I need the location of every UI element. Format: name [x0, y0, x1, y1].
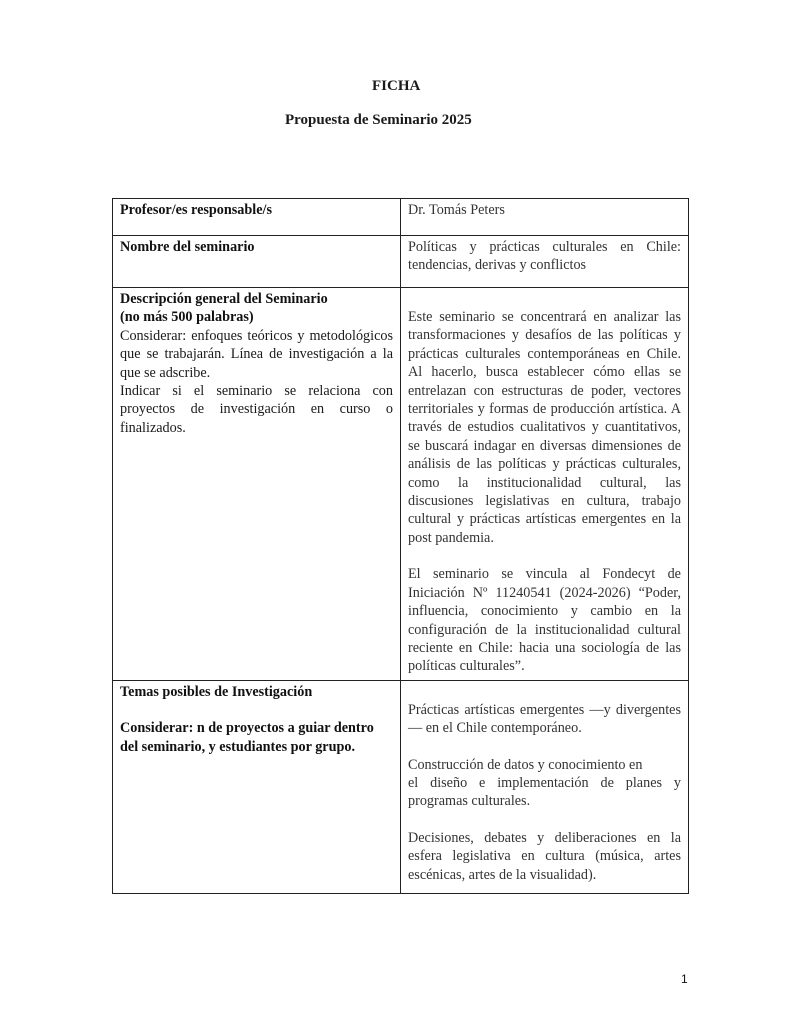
topic-item-line: el diseño e implementación de planes y programas culturales. — [408, 774, 681, 810]
description-word-limit: (no más 500 palabras) — [120, 309, 254, 326]
description-paragraph-1: Este seminario se concentrará en analizar las transformaciones y desafíos de las políticas y prácticas culturales contemporáneas en Chile. Al hacerlo, busca establecer cómo ellas se entrelazan con estructuras de poder, vectores territoriales y formas de producción artística. A través de estudios cualitativos y cuantitativos, se buscará indagar en diversas dimensiones de análisis de las políticas y prácticas culturales, como la institucionalidad cultural, las discusiones legislativas en cultura, trabajo cultural y prácticas artísticas emergentes en la post pandemia. — [408, 309, 681, 546]
value-cell — [401, 199, 689, 236]
document-title: FICHA — [372, 78, 421, 94]
professor-label: Profesor/es responsable/s — [120, 202, 272, 218]
table-row — [113, 199, 689, 236]
table-row — [113, 680, 689, 893]
value-cell — [401, 288, 689, 681]
professor-value: Dr. Tomás Peters — [408, 202, 505, 218]
label-cell — [113, 680, 401, 893]
topic-item: Prácticas artísticas emergentes —y divergentes— en el Chile contemporáneo. — [408, 701, 681, 737]
page-number: 1 — [681, 972, 688, 986]
label-cell — [113, 199, 401, 236]
topic-item-line: Construcción de datos y conocimiento en — [408, 756, 643, 773]
label-cell — [113, 288, 401, 681]
table-row — [113, 236, 689, 288]
proposal-table — [112, 198, 689, 894]
label-cell — [113, 236, 401, 288]
topics-note: Considerar: n de proyectos a guiar dentro del seminario, y estudiantes por grupo. — [120, 720, 374, 755]
value-cell — [401, 236, 689, 288]
description-label: Descripción general del Seminario — [120, 291, 328, 307]
document-subtitle: Propuesta de Seminario 2025 — [285, 112, 472, 128]
topics-label: Temas posibles de Investigación — [120, 683, 313, 700]
topic-item: Decisiones, debates y deliberaciones en la esfera legislativa en cultura (música, artes escénicas, artes de la visualidad). — [408, 829, 681, 883]
description-note-approach: Considerar: enfoques teóricos y metodológicos que se trabajarán. Línea de investigación a la que se adscribe. — [120, 327, 393, 381]
description-note-projects: Indicar si el seminario se relaciona con proyectos de investigación en curso o finalizados. — [120, 383, 393, 436]
seminar-name-value: Políticas y prácticas culturales en Chile: tendencias, derivas y conflictos — [408, 239, 681, 274]
table-row — [113, 288, 689, 681]
description-paragraph-2: El seminario se vincula al Fondecyt de Iniciación Nº 11240541 (2024-2026) “Poder, influencia, conocimiento y cambio en la configuración de la institucionalidad cultural reciente en Chile: hacia una sociología de las políticas culturales”. — [408, 566, 681, 675]
seminar-name-label: Nombre del seminario — [120, 239, 255, 255]
value-cell — [401, 680, 689, 893]
